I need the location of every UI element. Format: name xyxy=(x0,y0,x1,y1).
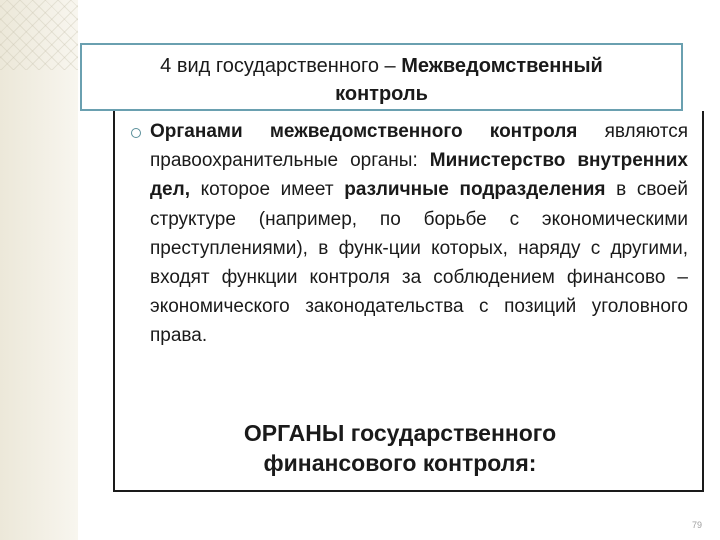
left-decorative-band xyxy=(0,0,78,540)
organs-heading-line1: ОРГАНЫ государственного xyxy=(243,420,557,446)
page-number: 79 xyxy=(691,520,702,530)
bullet-bold-subdivisions: различные подразделения xyxy=(344,179,606,201)
bullet-text-2: которое имеет xyxy=(189,179,345,201)
title-bold-line1: Межведомственный xyxy=(401,55,603,77)
corner-pattern xyxy=(0,0,78,70)
organs-heading xyxy=(180,418,620,478)
bullet-paragraph xyxy=(150,117,688,351)
bullet-text-3: в своей структуре (например, по борьбе с экономическими преступлениями), в функ-ции которых, наряду с другими, входят функции контроля за соблюдением финансово – экономического законодательства с позиций уголовного права. xyxy=(150,179,689,347)
organs-heading-line2: финансового контроля: xyxy=(263,450,537,476)
bullet-text-1: являются правоохранительные органы: xyxy=(150,121,688,172)
slide-title xyxy=(80,43,683,111)
title-bold-line2: контроль xyxy=(335,83,428,105)
bullet-circle-icon xyxy=(131,128,141,138)
bullet-bold-organs: Органами межведомственного контроля xyxy=(150,121,578,142)
title-prefix: 4 вид государственного – xyxy=(160,55,402,77)
bullet-bold-ministry: Министерство внутренних дел, xyxy=(150,150,689,201)
